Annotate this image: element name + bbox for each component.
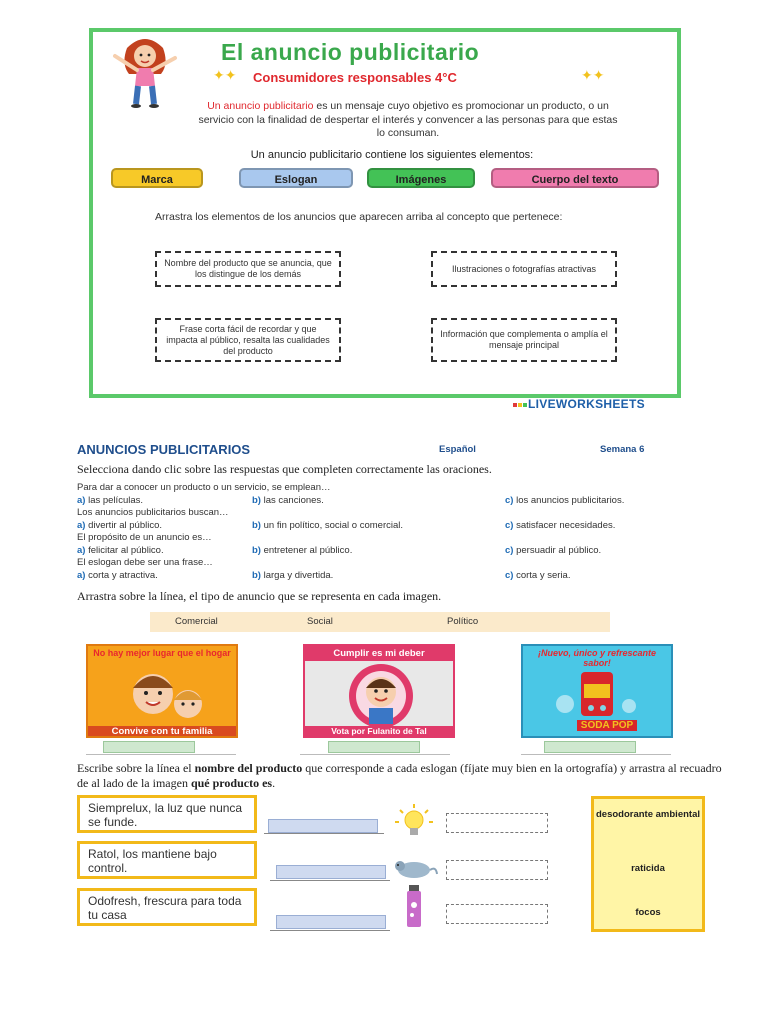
ad-type-answer-2[interactable] [328, 741, 420, 753]
answer-line [521, 754, 671, 755]
answer-option[interactable] [77, 570, 158, 581]
draggable-product-focos[interactable]: focos [635, 907, 661, 918]
option-letter: a) [77, 520, 86, 531]
option-text: las canciones. [263, 495, 324, 506]
answer-option[interactable] [505, 570, 570, 581]
slogan-instruction [77, 761, 723, 791]
product-drop-target-3[interactable] [446, 904, 548, 924]
drop-target-concept-4[interactable]: Información que complementa o amplía el mensaje principal [431, 318, 617, 362]
light-bulb-icon [392, 802, 436, 838]
answer-option[interactable] [252, 520, 403, 531]
option-text: corta y atractiva. [88, 570, 158, 581]
option-letter: b) [252, 570, 261, 581]
sparkle-icon: ✦✦ [581, 67, 605, 83]
logo-text: LIVEWORKSHEETS [528, 397, 645, 411]
drop-target-concept-2[interactable]: Ilustraciones o fotografías atractivas [431, 251, 617, 287]
draggable-element-cuerpo[interactable]: Cuerpo del texto [491, 168, 659, 188]
soda-can-illustration [545, 668, 649, 718]
option-text: larga y divertida. [263, 570, 334, 581]
intro-paragraph [193, 100, 623, 141]
answer-option[interactable] [77, 495, 143, 506]
question-prompt: Para dar a conocer un producto o un servicio, se emplean… [77, 482, 331, 493]
boy-voting-illustration [331, 660, 431, 728]
option-letter: b) [252, 545, 261, 556]
draggable-element-marca[interactable]: Marca [111, 168, 203, 188]
question-prompt: Los anuncios publicitarios buscan… [77, 507, 229, 518]
option-text: las películas. [88, 495, 144, 506]
answer-option[interactable] [252, 495, 324, 506]
option-letter: c) [505, 545, 514, 556]
poster-top-text: No hay mejor lugar que el hogar [93, 648, 231, 658]
poster-soda-ad [521, 644, 673, 738]
instruction-bold: nombre del producto [194, 761, 303, 775]
poster-bottom-text: Convive con tu familia [88, 726, 236, 737]
answer-option[interactable] [505, 495, 624, 506]
product-options-box [591, 796, 705, 932]
answer-line [86, 754, 236, 755]
option-text: los anuncios publicitarios. [516, 495, 625, 506]
answer-line [300, 754, 450, 755]
quiz-instruction: Selecciona dando clic sobre las respuestas que completen correctamente las oraciones. [77, 462, 492, 476]
poster-vote-ad [303, 644, 455, 738]
answer-option[interactable] [505, 545, 601, 556]
draggable-element-imagenes[interactable]: Imágenes [367, 168, 475, 188]
answer-option[interactable] [505, 520, 615, 531]
poster-bottom-text: Vota por Fulanito de Tal [305, 726, 453, 736]
draggable-type-comercial[interactable]: Comercial [175, 616, 218, 627]
drop-target-concept-1[interactable]: Nombre del producto que se anuncia, que los distingue de los demás [155, 251, 341, 287]
draggable-product-desodorante[interactable]: desodorante ambiental [596, 809, 700, 820]
ad-type-answer-1[interactable] [103, 741, 195, 753]
poster-top-text: ¡Nuevo, único y refrescante sabor! [537, 648, 657, 668]
section-heading: ANUNCIOS PUBLICITARIOS [77, 442, 251, 457]
poster-family-ad [86, 644, 238, 738]
option-text: divertir al público. [88, 520, 163, 531]
answer-option[interactable] [77, 520, 162, 531]
instruction-text: Escribe sobre la línea el [77, 761, 195, 775]
product-drop-target-2[interactable] [446, 860, 548, 880]
answer-option[interactable] [252, 545, 352, 556]
question-prompt: El eslogan debe ser una frase… [77, 557, 213, 568]
drag-instruction: Arrastra los elementos de los anuncios que aparecen arriba al concepto que pertenece: [155, 211, 563, 223]
rat-poison-icon [390, 856, 438, 880]
answer-option[interactable] [77, 545, 164, 556]
answer-line [264, 833, 384, 834]
draggable-element-eslogan[interactable]: Eslogan [239, 168, 353, 188]
question-prompt: El propósito de un anuncio es… [77, 532, 212, 543]
draggable-product-raticida[interactable]: raticida [631, 863, 665, 874]
option-text: felicitar al público. [88, 545, 164, 556]
intro-highlight: Un anuncio publicitario [207, 100, 314, 112]
product-name-input-1[interactable] [268, 819, 378, 833]
option-letter: b) [252, 520, 261, 531]
ad-type-answer-3[interactable] [544, 741, 636, 753]
air-freshener-icon [405, 885, 423, 929]
cartoon-girl-illustration [105, 34, 185, 108]
option-text: entretener al público. [263, 545, 353, 556]
subject-label: Español [439, 444, 476, 455]
slogan-card-3: Odofresh, frescura para toda tu casa [77, 888, 257, 926]
slogan-card-2: Ratol, los mantiene bajo control. [77, 841, 257, 879]
answer-line [270, 880, 390, 881]
option-letter: a) [77, 545, 86, 556]
option-text: satisfacer necesidades. [516, 520, 616, 531]
elements-heading: Un anuncio publicitario contiene los siguientes elementos: [250, 149, 534, 161]
worksheet-subtitle: Consumidores responsables 4°C [253, 70, 457, 85]
sparkle-icon: ✦✦ [213, 67, 237, 83]
family-illustration [108, 666, 218, 726]
liveworksheets-logo [513, 397, 645, 411]
instruction-bold: qué producto es [190, 776, 273, 790]
week-label: Semana 6 [600, 444, 645, 455]
ad-type-instruction: Arrastra sobre la línea, el tipo de anuncio que se representa en cada imagen. [77, 589, 442, 603]
option-text: corta y seria. [516, 570, 571, 581]
poster-brand-text: SODA POP [577, 720, 637, 731]
instruction-text: que corresponde a cada eslogan (fíjate muy bien en la ortografía) y arrastra al recuadro de al lado de la imagen [77, 761, 722, 790]
product-drop-target-1[interactable] [446, 813, 548, 833]
option-letter: c) [505, 520, 514, 531]
draggable-type-social[interactable]: Social [307, 616, 333, 627]
option-text: persuadir al público. [516, 545, 602, 556]
product-name-input-2[interactable] [276, 865, 386, 879]
answer-option[interactable] [252, 570, 333, 581]
drop-target-concept-3[interactable]: Frase corta fácil de recordar y que impacta al público, resalta las cualidades del producto [155, 318, 341, 362]
option-text: un fin político, social o comercial. [263, 520, 404, 531]
option-letter: a) [77, 570, 86, 581]
option-letter: b) [252, 495, 261, 506]
option-letter: c) [505, 495, 514, 506]
slogan-card-1: Siemprelux, la luz que nunca se funde. [77, 795, 257, 833]
worksheet-title: El anuncio publicitario [221, 39, 480, 65]
ad-type-options-bar [150, 612, 610, 632]
intro-text: es un mensaje cuyo objetivo es promocionar un producto, o un servicio con la finalidad de despertar el interés y convencer a las personas para que estas lo consuman. [198, 100, 618, 139]
worksheet-card-anuncio [89, 28, 681, 398]
draggable-type-politico[interactable]: Político [447, 616, 479, 627]
option-letter: a) [77, 495, 86, 506]
option-letter: c) [505, 570, 514, 581]
answer-line [270, 930, 390, 931]
instruction-text: . [272, 776, 276, 790]
poster-top-text: Cumplir es mi deber [305, 646, 453, 661]
product-name-input-3[interactable] [276, 915, 386, 929]
